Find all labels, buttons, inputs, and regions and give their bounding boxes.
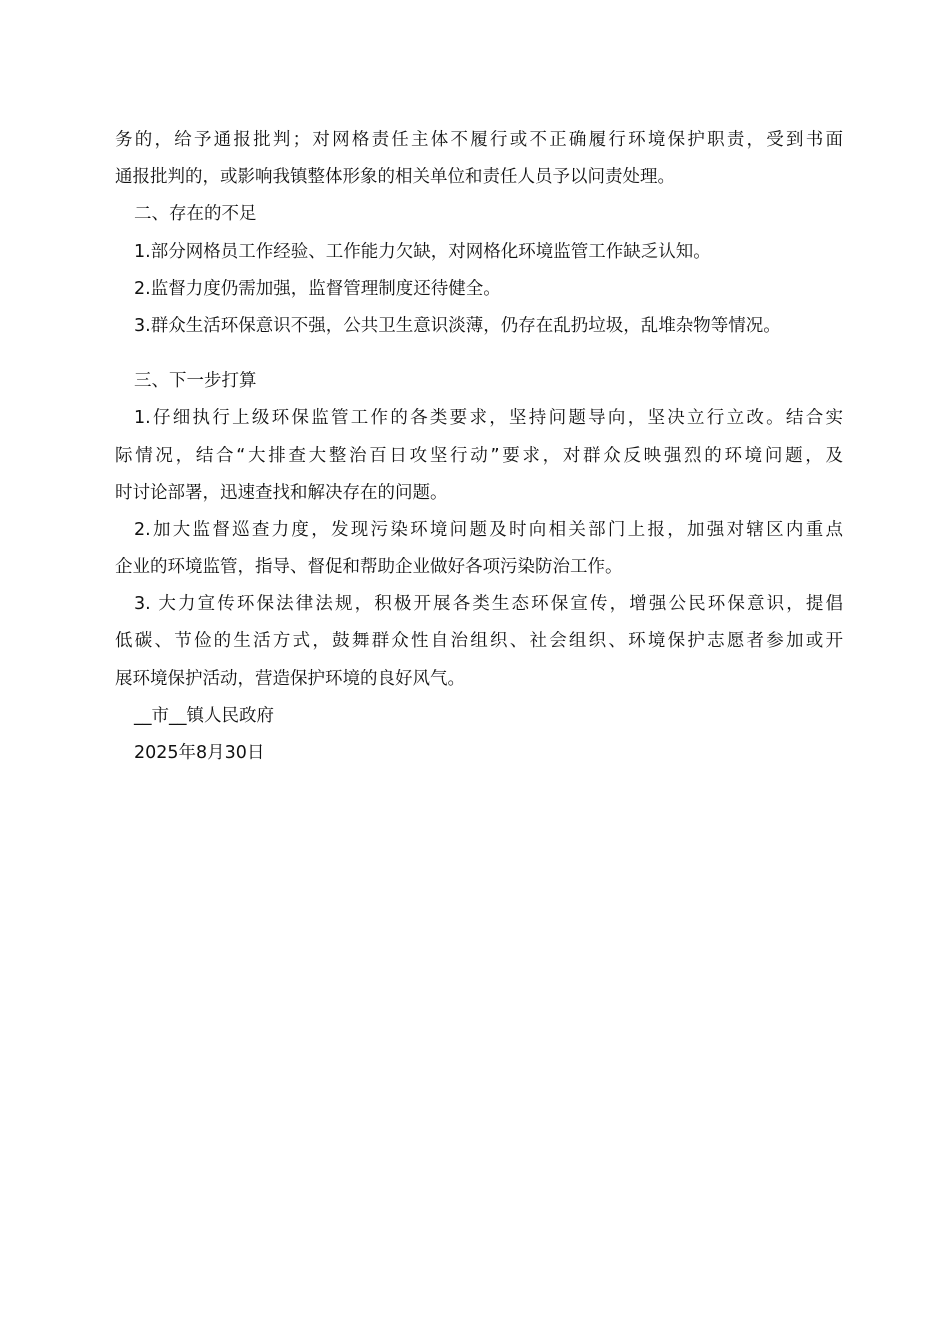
paragraph-line: 务的，给予通报批判；对网格责任主体不履行或不正确履行环境保护职责，受到书面: [115, 130, 843, 150]
paragraph-line: 低碳、节俭的生活方式，鼓舞群众性自治组织、社会组织、环境保护志愿者参加或开: [115, 631, 843, 652]
paragraph-line: 企业的环境监管，指导、督促和帮助企业做好各项污染防治工作。: [115, 557, 623, 578]
paragraph-line: 际情况，结合“大排查大整治百日攻坚行动”要求，对群众反映强烈的环境问题，及: [115, 445, 843, 466]
signature-org: __市__镇人民政府: [134, 705, 274, 726]
list-item: 2.监督力度仍需加强，监督管理制度还待健全。: [134, 278, 501, 299]
paragraph-line: 时讨论部署，迅速查找和解决存在的问题。: [115, 482, 448, 503]
paragraph-line: 通报批判的，或影响我镇整体形象的相关单位和责任人员予以问责处理。: [115, 167, 675, 188]
section-heading: 三、下一步打算: [134, 371, 257, 392]
signature-date: 2025年8月30日: [134, 743, 265, 763]
paragraph-line: 展环境保护活动，营造保护环境的良好风气。: [115, 668, 465, 689]
section-heading: 二、存在的不足: [134, 204, 257, 225]
list-item: 1.部分网格员工作经验、工作能力欠缺，对网格化环境监管工作缺乏认知。: [134, 241, 711, 262]
list-item: 2.加大监督巡查力度，发现污染环境问题及时向相关部门上报，加强对辖区内重点: [134, 519, 843, 540]
blank-gap: [115, 345, 843, 363]
document-body: [115, 122, 843, 772]
list-item: 3.群众生活环保意识不强，公共卫生意识淡薄，仍存在乱扔垃圾，乱堆杂物等情况。: [134, 315, 781, 336]
list-item: 1.仔细执行上级环保监管工作的各类要求，坚持问题导向，坚决立行立改。结合实: [134, 408, 843, 429]
list-item: 3. 大力宣传环保法律法规，积极开展各类生态环保宣传，增强公民环保意识，提倡: [134, 594, 843, 615]
